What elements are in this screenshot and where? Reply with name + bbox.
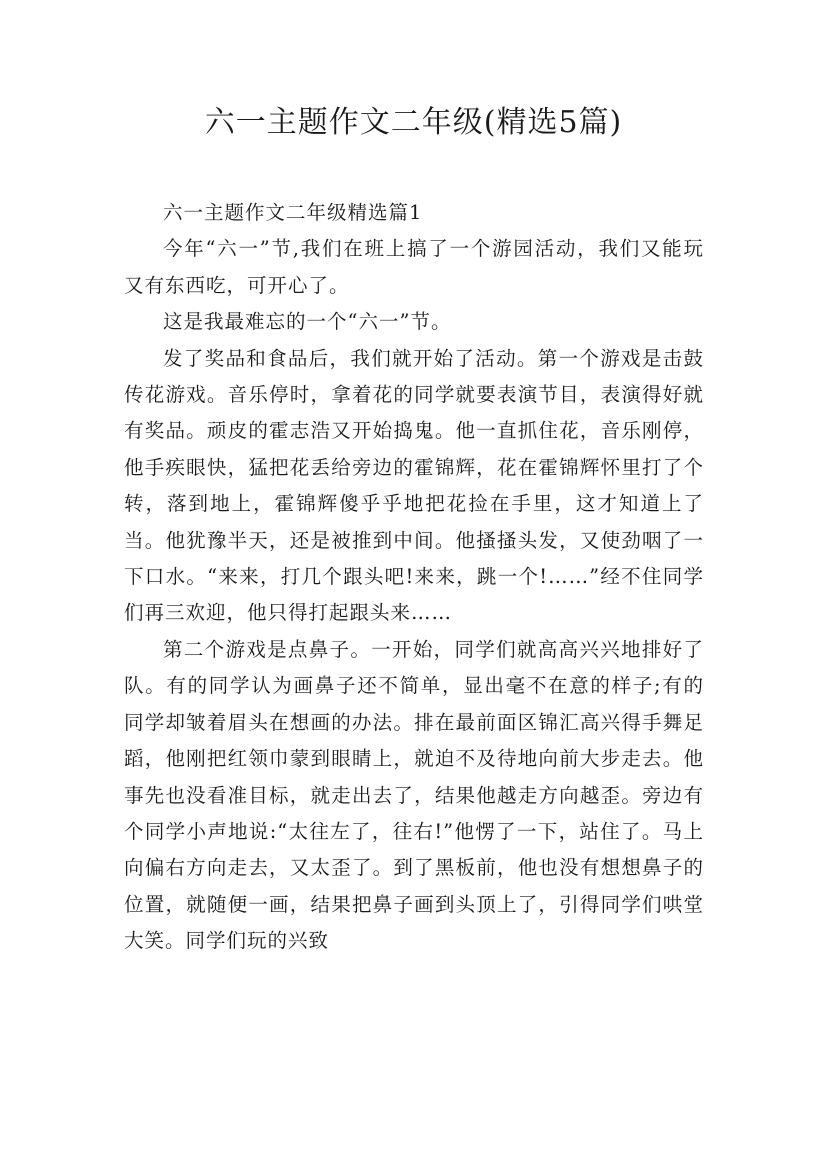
section-heading: 六一主题作文二年级精选篇1	[163, 201, 423, 224]
paragraph: 今年“六一”节,我们在班上搞了一个游园活动，我们又能玩又有东西吃，可开心了。	[124, 237, 704, 297]
paragraph: 这是我最难忘的一个“六一”节。	[163, 310, 452, 334]
paragraph: 第二个游戏是点鼻子。一开始，同学们就高高兴兴地排好了队。有的同学认为画鼻子还不简单，显出毫不在意的样子;有的同学却皱着眉头在想画的办法。排在最前面区锦汇高兴得手舞足蹈，他刚把红领巾蒙到眼睛上，就迫不及待地向前大步走去。他事先也没看准目标，就走出去了，结果他越走方向越歪。旁边有个同学小声地说:“太往左了，往右!”他愣了一下，站住了。马上向偏右方向走去，又太歪了。到了黑板前，他也没有想想鼻子的位置，就随便一画，结果把鼻子画到头顶上了，引得同学们哄堂大笑。同学们玩的兴致	[124, 637, 704, 953]
document-title: 六一主题作文二年级(精选5篇)	[204, 105, 623, 140]
document-body	[124, 195, 704, 960]
paragraph: 发了奖品和食品后，我们就开始了活动。第一个游戏是击鼓传花游戏。音乐停时，拿着花的同学就要表演节目，表演得好就有奖品。顽皮的霍志浩又开始捣鬼。他一直抓住花，音乐刚停，他手疾眼快，猛把花丢给旁边的霍锦辉，花在霍锦辉怀里打了个转，落到地上，霍锦辉傻乎乎地把花捡在手里，这才知道上了当。他犹豫半天，还是被推到中间。他搔搔头发，又使劲咽了一下口水。“来来，打几个跟头吧!来来，跳一个!……”经不住同学们再三欢迎，他只得打起跟头来……	[124, 346, 704, 625]
